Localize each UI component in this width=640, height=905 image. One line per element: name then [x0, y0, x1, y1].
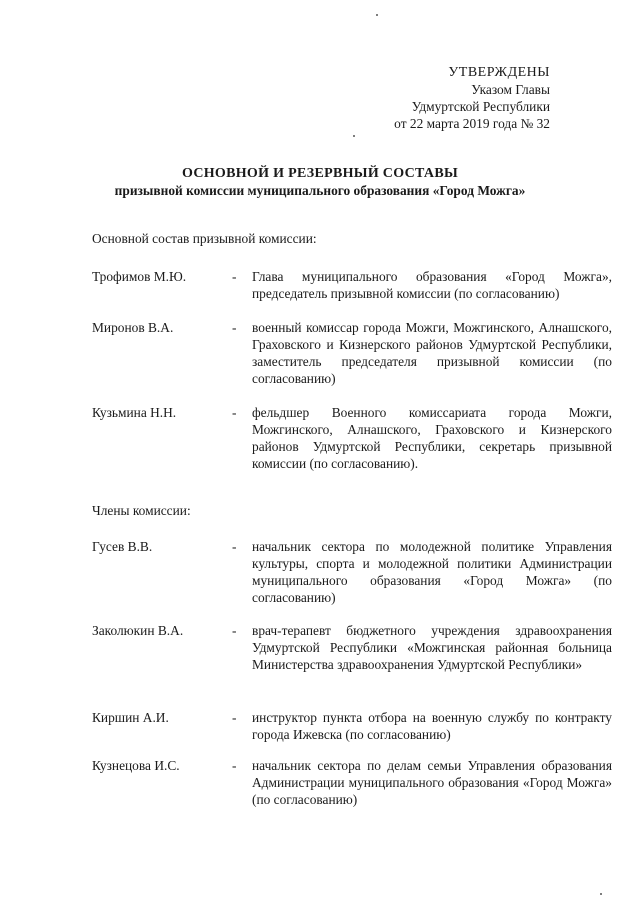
member-role: начальник сектора по делам семьи Управления образования Администрации муниципального образования «Город Можга» (по согласованию) — [252, 758, 612, 807]
approval-republic: Удмуртской Республики — [411, 99, 550, 114]
member-name: Кузьмина Н.Н. — [92, 405, 177, 420]
member-dash: - — [232, 623, 237, 638]
member-name: Гусев В.В. — [92, 539, 153, 554]
document-title — [0, 165, 640, 199]
approval-date: от 22 марта 2019 года № 32 — [394, 116, 550, 131]
approval-title: УТВЕРЖДЕНЫ — [448, 65, 550, 80]
member-role: фельдшер Военного комиссариата города Можги, Можгинского, Алнашского, Граховского и Кизнерского районов Удмуртской Республики, секретарь призывной комиссии (по согласованию). — [252, 405, 612, 471]
title-subtitle: призывной комиссии муниципального образования «Город Можга» — [114, 183, 526, 198]
member-name: Трофимов М.Ю. — [92, 269, 187, 284]
member-role: врач-терапевт бюджетного учреждения здравоохранения Удмуртской Республики «Можгинская районная больница Министерства здравоохранения Удмуртской Республики» — [252, 623, 612, 672]
member-name: Кузнецова И.С. — [92, 758, 180, 773]
main-composition-heading: Основной состав призывной комиссии: — [92, 231, 317, 246]
member-name: Киршин А.И. — [92, 710, 169, 725]
scan-speck — [376, 14, 378, 16]
member-role: военный комиссар города Можги, Можгинского, Алнашского, Граховского и Кизнерского районов Удмуртской Республики, заместитель председателя призывной комиссии (по согласованию) — [252, 320, 612, 386]
member-dash: - — [232, 758, 237, 773]
member-dash: - — [232, 320, 237, 335]
scan-speck — [600, 893, 602, 895]
member-dash: - — [232, 710, 237, 725]
member-dash: - — [232, 405, 237, 420]
member-name: Заколюкин В.А. — [92, 623, 184, 638]
commission-members-heading: Члены комиссии: — [92, 503, 191, 518]
approval-decree: Указом Главы — [471, 82, 550, 97]
scan-speck — [353, 135, 355, 137]
title-main: ОСНОВНОЙ И РЕЗЕРВНЫЙ СОСТАВЫ — [181, 166, 459, 181]
member-role: инструктор пункта отбора на военную службу по контракту города Ижевска (по согласованию) — [252, 710, 612, 742]
member-dash: - — [232, 269, 237, 284]
member-name: Миронов В.А. — [92, 320, 174, 335]
member-role: начальник сектора по молодежной политике Управления культуры, спорта и молодежной политики Администрации муниципального образования «Город Можга» (по согласованию) — [252, 539, 612, 605]
approval-stamp — [290, 64, 550, 132]
member-dash: - — [232, 539, 237, 554]
member-role: Глава муниципального образования «Город Можга», председатель призывной комиссии (по согласованию) — [252, 269, 612, 301]
